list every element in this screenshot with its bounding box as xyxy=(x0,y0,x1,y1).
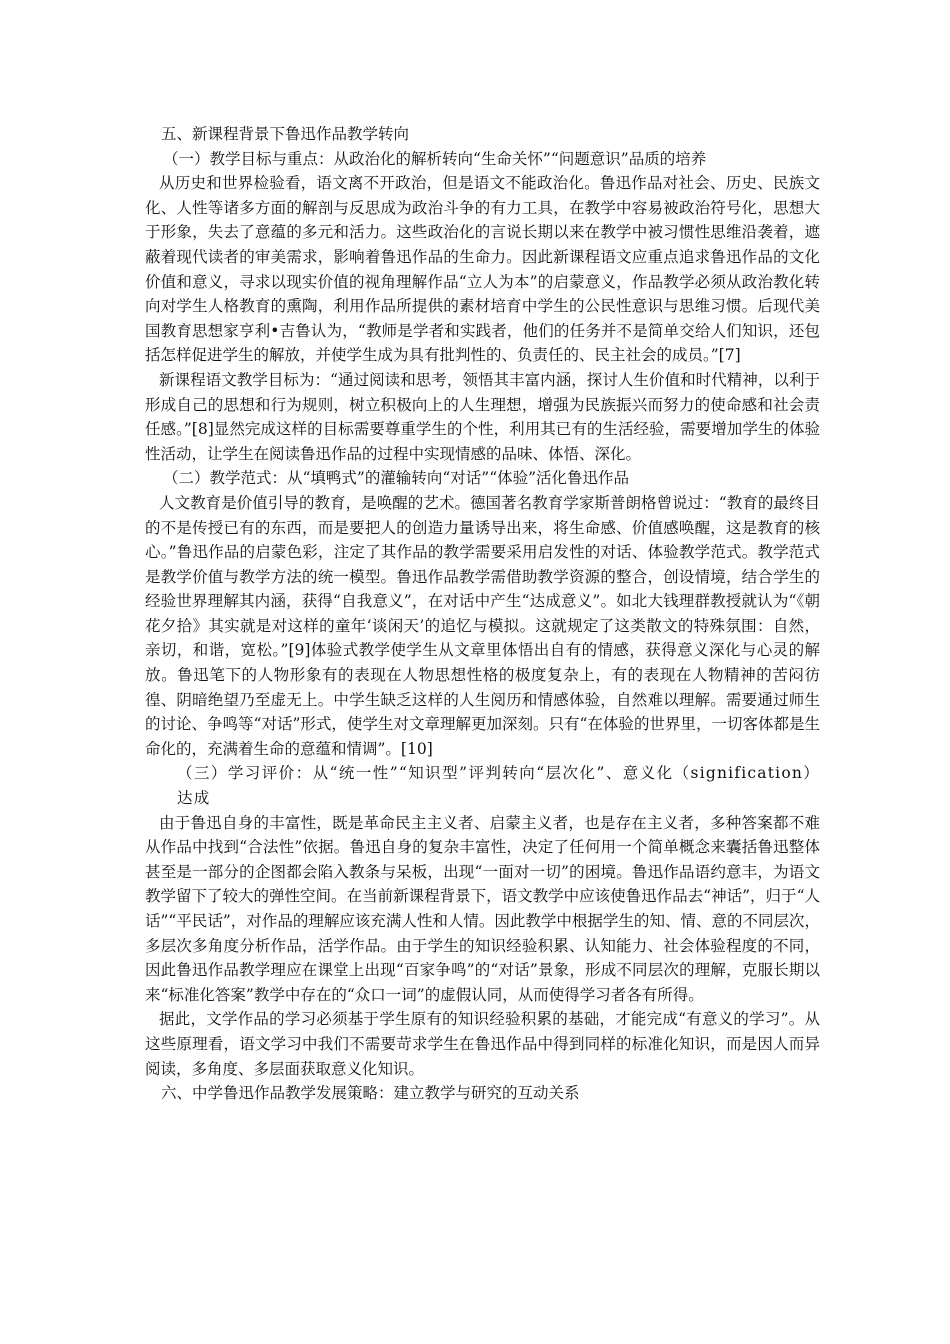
subsection-1-paragraph-2: 新课程语文教学目标为：“通过阅读和思考，领悟其丰富内涵，探讨人生价值和时代精神，以利于形成自己的思想和行为规则，树立积极向上的人生理想，增强为民族振兴而努力的使命感和社会责任感。”[8]显然完成这样的目标需要尊重学生的个性，利用其已有的生活经验，需要增加学生的体验性活动，让学生在阅读鲁迅作品的过程中实现情感的品味、体悟、深化。 xyxy=(145,370,820,463)
subsection-3-paragraph-2: 据此，文学作品的学习必须基于学生原有的知识经验积累的基础，才能完成“有意义的学习”。从这些原理看，语文学习中我们不需要苛求学生在鲁迅作品中得到同样的标准化知识，而是因人而异阅读，多角度、多层面获取意义化知识。 xyxy=(145,1010,820,1078)
subsection-3-paragraph-1: 由于鲁迅自身的丰富性，既是革命民主主义者、启蒙主义者，也是存在主义者，多种答案都不难从作品中找到“合法性”依据。鲁迅自身的复杂丰富性，决定了任何用一个简单概念来囊括鲁迅整体甚至是一部分的企图都会陷入教条与呆板，出现“一面对一切”的困境。鲁迅作品语约意丰，为语文教学留下了较大的弹性空间。在当前新课程背景下，语文教学中应该使鲁迅作品去“神话”，归于“人话”“平民话”，对作品的理解应该充满人性和人情。因此教学中根据学生的知、情、意的不同层次，多层次多角度分析作品，活学作品。由于学生的知识经验积累、认知能力、社会体验程度的不同，因此鲁迅作品教学理应在课堂上出现“百家争鸣”的“对话”景象，形成不同层次的理解，克服长期以来“标准化答案”教学中存在的“众口一词”的虚假认同，从而使得学习者各有所得。 xyxy=(145,813,820,1004)
subsection-2-paragraph-1: 人文教育是价值引导的教育，是唤醒的艺术。德国著名教育学家斯普朗格曾说过：“教育的最终目的不是传授已有的东西，而是要把人的创造力量诱导出来，将生命感、价值感唤醒，这是教育的核心。”鲁迅作品的启蒙色彩，注定了其作品的教学需要采用启发性的对话、体验教学范式。教学范式是教学价值与教学方法的统一模型。鲁迅作品教学需借助教学资源的整合，创设情境，结合学生的经验世界理解其内涵，获得“自我意义”，在对话中产生“达成意义”。如北大钱理群教授就认为“《朝花夕拾》其实就是对这样的童年‘谈闲天’的追忆与模拟。这就规定了这类散文的特殊氛围：自然，亲切，和谐，宽松。”[9]体验式教学使学生从文章里体悟出自有的情感，获得意义深化与心灵的解放。鲁迅笔下的人物形象有的表现在人物思想性格的极度复杂上，有的表现在人物精神的苦闷彷徨、阴暗绝望乃至虚无上。中学生缺乏这样的人生阅历和情感体验，自然难以理解。需要通过师生的讨论、争鸣等“对话”形式，使学生对文章理解更加深刻。只有“在体验的世界里，一切客体都是生命化的，充满着生命的意蕴和情调”。[10] xyxy=(145,493,820,758)
subsection-1-heading: （一）教学目标与重点：从政治化的解析转向“生命关怀”“问题意识”品质的培养 xyxy=(163,149,707,168)
subsection-1-paragraph-1: 从历史和世界检验看，语文离不开政治，但是语文不能政治化。鲁迅作品对社会、历史、民族文化、人性等诸多方面的解剖与反思成为政治斗争的有力工具，在教学中容易被政治符号化，思想大于形象，失去了意蕴的多元和活力。这些政治化的言说长期以来在教学中被习惯性思维沿袭着，遮蔽着现代读者的审美需求，影响着鲁迅作品的生命力。因此新课程语文应重点追求鲁迅作品的文化价值和意义，寻求以现实价值的视角理解作品“立人为本”的启蒙意义，作品教学必须从政治教化转向对学生人格教育的熏陶，利用作品所提供的素材培育中学生的公民性意识与思维习惯。后现代美国教育思想家亨利•吉鲁认为，“教师是学者和实践者，他们的任务并不是简单交给人们知识，还包括怎样促进学生的解放，并使学生成为具有批判性的、负责任的、民主社会的成员。”[7] xyxy=(145,174,820,365)
document-page xyxy=(145,122,820,1106)
section-5-heading: 五、新课程背景下鲁迅作品教学转向 xyxy=(161,125,410,143)
subsection-2-heading: （二）教学范式：从“填鸭式”的灌输转向“对话”“体验”活化鲁迅作品 xyxy=(163,469,630,488)
subsection-3-heading: （三）学习评价：从“统一性”“知识型”评判转向“层次化”、意义化（signification）达成 xyxy=(177,764,820,808)
section-6-heading: 六、中学鲁迅作品教学发展策略：建立教学与研究的互动关系 xyxy=(161,1084,580,1103)
